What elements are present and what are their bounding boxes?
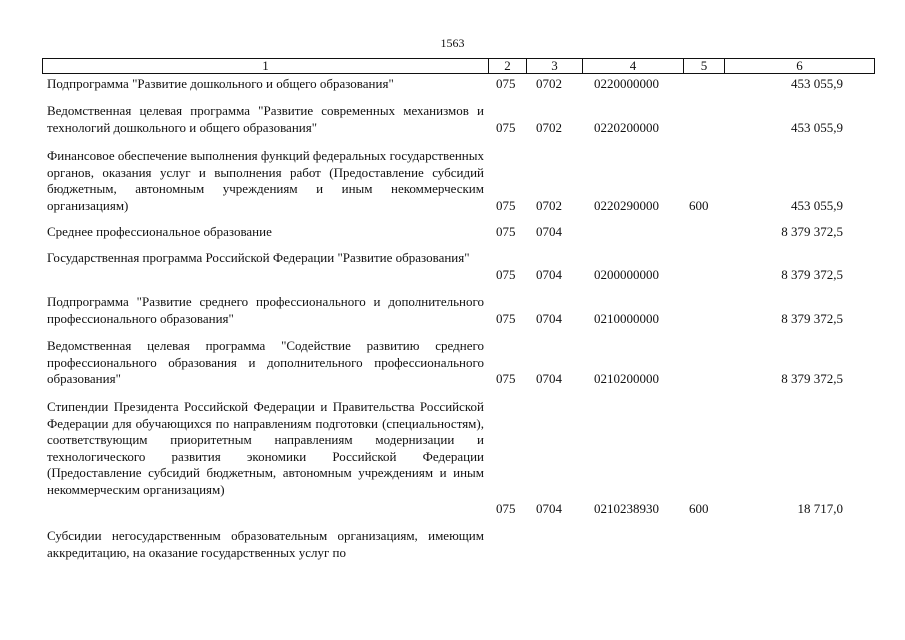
row-description: Подпрограмма "Развитие среднего профессионального и дополнительного профессионального образования" (47, 294, 484, 326)
ministry-code: 075 (496, 197, 516, 213)
header-col-1: 1 (43, 59, 489, 73)
target-code: 0210200000 (594, 371, 659, 386)
amount: 8 379 372,5 (781, 224, 843, 239)
amount: 18 717,0 (797, 501, 843, 516)
ministry-code: 075 (496, 371, 516, 386)
expense-type-code: 600 (689, 197, 709, 213)
amount: 8 379 372,5 (781, 310, 843, 326)
target-code: 0220200000 (594, 119, 659, 135)
amount: 8 379 372,5 (781, 266, 843, 282)
header-col-3: 3 (527, 59, 583, 73)
header-col-6: 6 (796, 58, 803, 73)
target-code: 0220000000 (594, 76, 659, 91)
row-description: Ведомственная целевая программа "Развитие современных механизмов и технологий дошкольного и общего образования" (47, 103, 484, 135)
section-code: 0702 (536, 119, 562, 135)
page-number: 1563 (440, 36, 465, 50)
amount: 453 055,9 (791, 119, 843, 135)
target-code: 0220290000 (594, 197, 659, 213)
row-description: Государственная программа Российской Федерации "Развитие образования" (47, 250, 470, 265)
ministry-code: 075 (496, 501, 516, 516)
section-code: 0704 (536, 501, 562, 516)
row-description: Стипендии Президента Российской Федерации и Правительства Российской Федерации для обучающихся по направлениям подготовки (специальностям), соответствующим приоритетным направлениям модернизации и технологического развития экономики Российской Федерации (Предоставление субсидий бюджетным, автономным учреждениям и иным некоммерческим организациям) (47, 399, 484, 497)
ministry-code: 075 (496, 224, 516, 239)
ministry-code: 075 (496, 76, 516, 91)
header-col-4: 4 (583, 59, 684, 73)
row-description: Подпрограмма "Развитие дошкольного и общего образования" (47, 76, 394, 91)
section-code: 0702 (536, 76, 562, 91)
amount: 453 055,9 (791, 76, 843, 91)
target-code: 0210000000 (594, 310, 659, 326)
ministry-code: 075 (496, 119, 516, 135)
row-description: Финансовое обеспечение выполнения функций федеральных государственных органов, оказания услуг и выполнения работ (Предоставление субсидий бюджетным, автономным учреждениям и иным некоммерческим организациям) (47, 148, 484, 213)
expense-type-code: 600 (689, 501, 709, 516)
amount: 8 379 372,5 (781, 371, 843, 386)
header-col-2: 2 (489, 59, 527, 73)
ministry-code: 075 (496, 266, 516, 282)
row-description: Ведомственная целевая программа "Содействие развитию среднего профессионального образования и дополнительного профессионального образования" (47, 338, 484, 386)
target-code: 0210238930 (594, 501, 659, 516)
ministry-code: 075 (496, 310, 516, 326)
table-header (42, 58, 875, 74)
section-code: 0702 (536, 197, 562, 213)
row-description: Среднее профессиональное образование (47, 224, 272, 239)
row-description: Субсидии негосударственным образовательным организациям, имеющим аккредитацию, на оказание государственных услуг по (47, 528, 484, 560)
target-code: 0200000000 (594, 266, 659, 282)
amount: 453 055,9 (791, 197, 843, 213)
section-code: 0704 (536, 371, 562, 386)
section-code: 0704 (536, 224, 562, 239)
section-code: 0704 (536, 266, 562, 282)
section-code: 0704 (536, 310, 562, 326)
header-col-5: 5 (684, 59, 725, 73)
